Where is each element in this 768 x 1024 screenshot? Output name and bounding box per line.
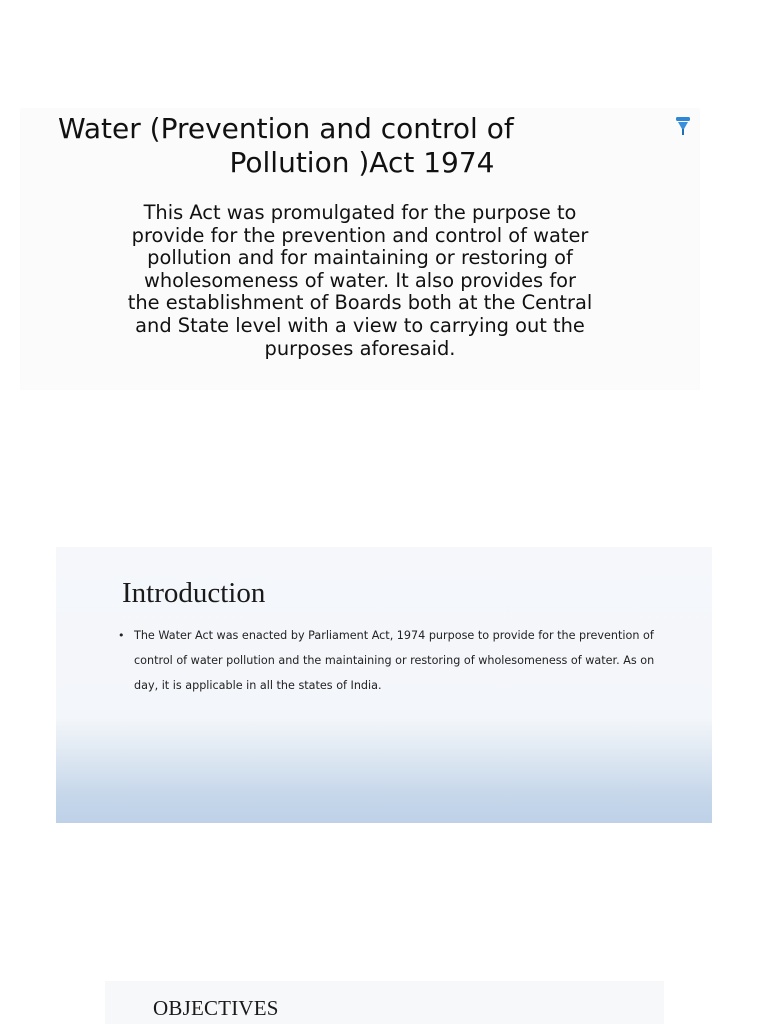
bullet-marker: • xyxy=(118,629,125,642)
slide-heading: Introduction xyxy=(122,577,266,609)
funnel-icon xyxy=(674,114,692,136)
body-line: pollution and for maintaining or restoring of xyxy=(147,246,573,270)
slide-body-text xyxy=(20,202,700,360)
body-line: This Act was promulgated for the purpose to xyxy=(143,201,577,224)
bullet-item xyxy=(134,623,694,698)
body-line: purposes aforesaid. xyxy=(264,336,456,360)
slide-objectives xyxy=(105,981,664,1024)
slide-water-act xyxy=(20,108,700,390)
bullet-line: day, it is applicable in all the states of India. xyxy=(134,679,382,692)
slide-title xyxy=(20,112,700,180)
title-line-1: Water (Prevention and control of xyxy=(58,112,514,145)
body-line: the establishment of Boards both at the Central xyxy=(127,291,593,315)
slide-introduction xyxy=(56,547,712,823)
body-line: wholesomeness of water. It also provides for xyxy=(144,268,576,292)
bullet-line: control of water pollution and the maintaining or restoring of wholesomeness of water. As on xyxy=(134,654,655,667)
title-line-2: Pollution )Act 1974 xyxy=(229,146,495,179)
slide-heading: OBJECTIVES xyxy=(153,996,279,1020)
body-line: provide for the prevention and control of water xyxy=(131,223,589,247)
body-line: and State level with a view to carrying out the xyxy=(135,313,585,337)
bullet-line: The Water Act was enacted by Parliament Act, 1974 purpose to provide for the prevention of xyxy=(134,629,654,642)
